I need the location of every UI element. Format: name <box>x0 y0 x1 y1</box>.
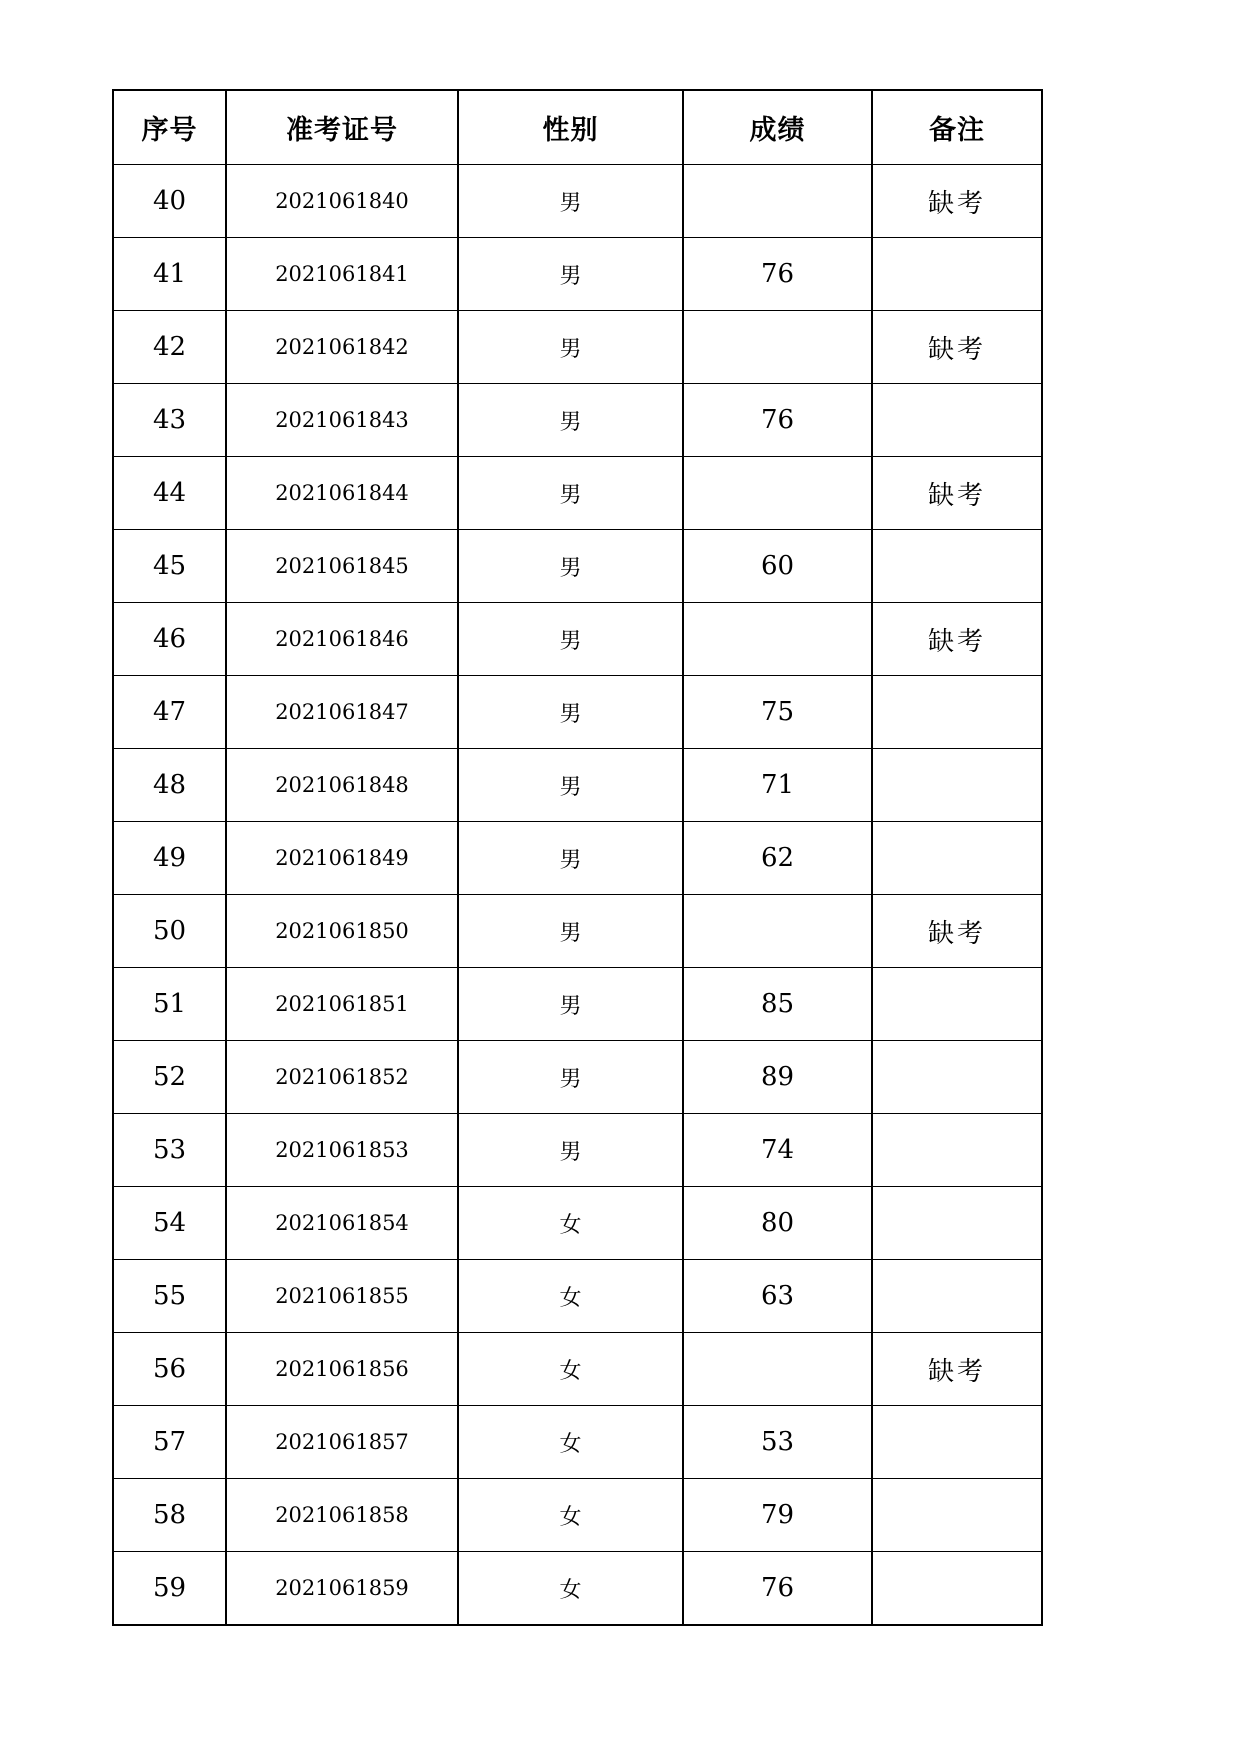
serial-number-cell: 50 <box>113 895 226 968</box>
sex-cell: 男 <box>458 895 683 968</box>
note-cell <box>872 1552 1042 1626</box>
sex-cell: 女 <box>458 1552 683 1626</box>
serial-number-cell: 43 <box>113 384 226 457</box>
sex-cell: 女 <box>458 1406 683 1479</box>
exam-id-cell: 2021061859 <box>226 1552 458 1626</box>
score-table <box>112 89 1043 1626</box>
sex-cell: 女 <box>458 1260 683 1333</box>
exam-id-cell: 2021061845 <box>226 530 458 603</box>
score-rows <box>113 165 1042 1626</box>
serial-number-cell: 47 <box>113 676 226 749</box>
note-cell <box>872 1114 1042 1187</box>
exam-id-cell: 2021061841 <box>226 238 458 311</box>
score-cell: 89 <box>683 1041 872 1114</box>
table-row <box>113 1041 1042 1114</box>
serial-number-cell: 54 <box>113 1187 226 1260</box>
score-cell: 53 <box>683 1406 872 1479</box>
exam-id-cell: 2021061858 <box>226 1479 458 1552</box>
header-sex: 性别 <box>458 90 683 165</box>
table-row <box>113 165 1042 238</box>
serial-number-cell: 59 <box>113 1552 226 1626</box>
exam-score-sheet <box>112 89 1043 1626</box>
score-cell: 62 <box>683 822 872 895</box>
note-cell <box>872 1187 1042 1260</box>
note-cell: 缺考 <box>872 1333 1042 1406</box>
serial-number-cell: 40 <box>113 165 226 238</box>
table-row <box>113 822 1042 895</box>
note-cell <box>872 1041 1042 1114</box>
table-row <box>113 1187 1042 1260</box>
table-row <box>113 457 1042 530</box>
score-cell: 76 <box>683 238 872 311</box>
note-cell <box>872 1406 1042 1479</box>
exam-id-cell: 2021061856 <box>226 1333 458 1406</box>
score-cell: 76 <box>683 384 872 457</box>
score-cell <box>683 457 872 530</box>
note-cell: 缺考 <box>872 165 1042 238</box>
note-cell <box>872 968 1042 1041</box>
exam-id-cell: 2021061848 <box>226 749 458 822</box>
note-cell <box>872 676 1042 749</box>
table-row <box>113 895 1042 968</box>
serial-number-cell: 49 <box>113 822 226 895</box>
serial-number-cell: 45 <box>113 530 226 603</box>
exam-id-cell: 2021061844 <box>226 457 458 530</box>
sex-cell: 男 <box>458 384 683 457</box>
note-cell: 缺考 <box>872 311 1042 384</box>
note-cell <box>872 822 1042 895</box>
score-cell: 80 <box>683 1187 872 1260</box>
exam-id-cell: 2021061849 <box>226 822 458 895</box>
score-cell <box>683 1333 872 1406</box>
score-cell <box>683 311 872 384</box>
score-cell: 63 <box>683 1260 872 1333</box>
exam-id-cell: 2021061851 <box>226 968 458 1041</box>
exam-id-cell: 2021061852 <box>226 1041 458 1114</box>
table-row <box>113 968 1042 1041</box>
serial-number-cell: 57 <box>113 1406 226 1479</box>
exam-id-cell: 2021061846 <box>226 603 458 676</box>
table-row <box>113 238 1042 311</box>
table-row <box>113 1333 1042 1406</box>
sex-cell: 男 <box>458 676 683 749</box>
serial-number-cell: 52 <box>113 1041 226 1114</box>
note-cell <box>872 238 1042 311</box>
sex-cell: 男 <box>458 165 683 238</box>
serial-number-cell: 42 <box>113 311 226 384</box>
score-cell: 85 <box>683 968 872 1041</box>
score-cell: 74 <box>683 1114 872 1187</box>
sex-cell: 女 <box>458 1479 683 1552</box>
header-note: 备注 <box>872 90 1042 165</box>
serial-number-cell: 51 <box>113 968 226 1041</box>
table-row <box>113 1114 1042 1187</box>
score-cell: 76 <box>683 1552 872 1626</box>
serial-number-cell: 41 <box>113 238 226 311</box>
serial-number-cell: 55 <box>113 1260 226 1333</box>
sex-cell: 男 <box>458 238 683 311</box>
sex-cell: 男 <box>458 749 683 822</box>
note-cell: 缺考 <box>872 895 1042 968</box>
table-row <box>113 676 1042 749</box>
serial-number-cell: 46 <box>113 603 226 676</box>
exam-id-cell: 2021061854 <box>226 1187 458 1260</box>
exam-id-cell: 2021061843 <box>226 384 458 457</box>
sex-cell: 男 <box>458 1041 683 1114</box>
score-cell: 79 <box>683 1479 872 1552</box>
table-row <box>113 603 1042 676</box>
note-cell <box>872 1479 1042 1552</box>
exam-id-cell: 2021061857 <box>226 1406 458 1479</box>
note-cell <box>872 749 1042 822</box>
serial-number-cell: 53 <box>113 1114 226 1187</box>
note-cell: 缺考 <box>872 603 1042 676</box>
header-serial-number: 序号 <box>113 90 226 165</box>
sex-cell: 女 <box>458 1187 683 1260</box>
note-cell <box>872 530 1042 603</box>
sex-cell: 女 <box>458 1333 683 1406</box>
table-row <box>113 1260 1042 1333</box>
table-row <box>113 1406 1042 1479</box>
score-cell: 75 <box>683 676 872 749</box>
table-row <box>113 384 1042 457</box>
header-score: 成绩 <box>683 90 872 165</box>
sex-cell: 男 <box>458 1114 683 1187</box>
sex-cell: 男 <box>458 603 683 676</box>
sex-cell: 男 <box>458 311 683 384</box>
exam-id-cell: 2021061850 <box>226 895 458 968</box>
table-row <box>113 1552 1042 1626</box>
header-exam-id: 准考证号 <box>226 90 458 165</box>
serial-number-cell: 48 <box>113 749 226 822</box>
table-row <box>113 530 1042 603</box>
exam-id-cell: 2021061842 <box>226 311 458 384</box>
serial-number-cell: 58 <box>113 1479 226 1552</box>
exam-id-cell: 2021061853 <box>226 1114 458 1187</box>
sex-cell: 男 <box>458 822 683 895</box>
exam-id-cell: 2021061847 <box>226 676 458 749</box>
score-cell: 60 <box>683 530 872 603</box>
score-cell <box>683 895 872 968</box>
score-cell <box>683 603 872 676</box>
score-cell: 71 <box>683 749 872 822</box>
note-cell: 缺考 <box>872 457 1042 530</box>
exam-id-cell: 2021061855 <box>226 1260 458 1333</box>
serial-number-cell: 44 <box>113 457 226 530</box>
table-row <box>113 749 1042 822</box>
header-row <box>113 90 1042 165</box>
note-cell <box>872 384 1042 457</box>
sex-cell: 男 <box>458 968 683 1041</box>
table-row <box>113 311 1042 384</box>
note-cell <box>872 1260 1042 1333</box>
sex-cell: 男 <box>458 530 683 603</box>
score-cell <box>683 165 872 238</box>
table-row <box>113 1479 1042 1552</box>
sex-cell: 男 <box>458 457 683 530</box>
exam-id-cell: 2021061840 <box>226 165 458 238</box>
serial-number-cell: 56 <box>113 1333 226 1406</box>
